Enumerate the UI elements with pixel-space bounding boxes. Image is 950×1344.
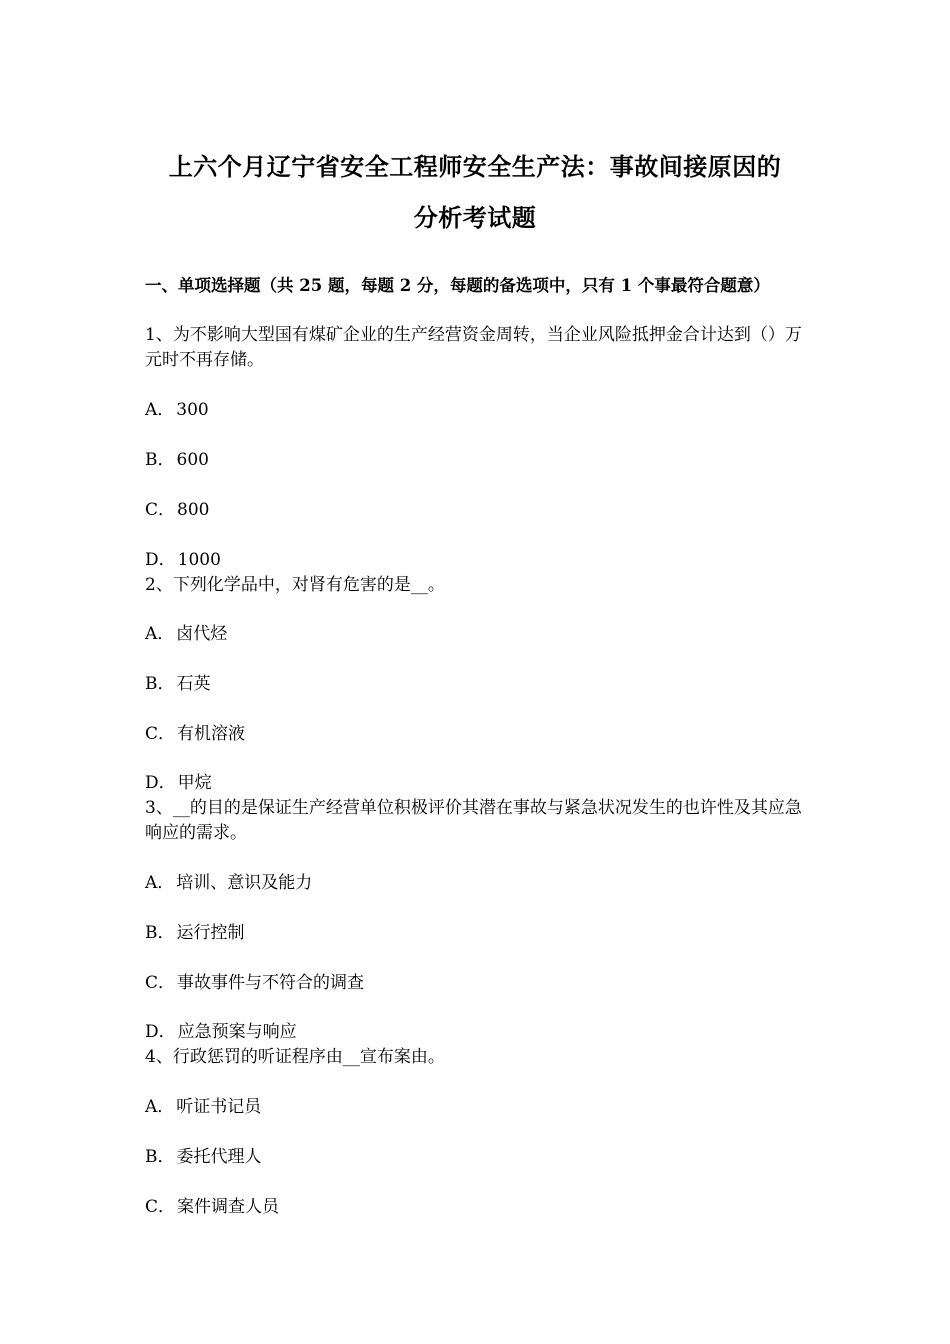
option-text: 300 [176,400,209,420]
option-text: 有机溶液 [177,724,246,744]
question-3-option-b [145,921,810,946]
section-heading: 一、单项选择题（共 25 题，每题 2 分，每题的备选项中，只有 1 个事最符合题意） [145,276,770,295]
option-text: 运行控制 [176,923,245,943]
question-3-option-d [145,1020,810,1045]
option-letter: C． [145,500,176,520]
question-1-option-a [145,398,810,423]
option-text: 事故事件与不符合的调查 [177,973,365,993]
option-letter: C． [145,973,176,993]
question-2-option-a [145,622,810,647]
option-text: 培训、意识及能力 [176,873,313,893]
option-letter: A． [145,1097,175,1117]
option-text: 600 [176,450,209,470]
option-text: 案件调查人员 [177,1197,280,1217]
option-letter: C． [145,724,176,744]
option-letter: B． [145,1147,175,1167]
question-2-option-b [145,672,810,697]
question-2-option-d [145,771,810,796]
option-letter: D． [145,773,176,793]
question-1-option-d [145,548,810,573]
option-letter: B． [145,923,175,943]
question-3-option-c [145,971,810,996]
option-text: 卤代烃 [176,624,228,644]
option-letter: C． [145,1197,176,1217]
question-4-option-a [145,1095,810,1120]
question-3-option-a [145,871,810,896]
option-letter: B． [145,674,175,694]
option-text: 1000 [177,550,221,570]
question-1-option-b [145,448,810,473]
option-letter: D． [145,1022,176,1042]
question-2-option-c [145,722,810,747]
option-letter: B． [145,450,175,470]
option-text: 甲烷 [177,773,212,793]
option-text: 应急预案与响应 [177,1022,297,1042]
document-title-line-2: 分析考试题 [413,203,537,232]
option-letter: A． [145,624,175,644]
question-1-option-c [145,498,810,523]
question-2-stem: 2、下列化学品中，对肾有危害的是__。 [145,575,445,595]
document-title-line-1: 上六个月辽宁省安全工程师安全生产法：事故间接原因的 [168,152,782,181]
option-text: 石英 [176,674,211,694]
question-4-option-c [145,1195,810,1220]
question-1-stem: 1、为不影响大型国有煤矿企业的生产经营资金周转，当企业风险抵押金合计达到（）万元时不再存储。 [145,325,802,370]
option-text: 800 [177,500,210,520]
option-letter: A． [145,873,175,893]
option-text: 委托代理人 [176,1147,262,1167]
option-text: 听证书记员 [176,1097,262,1117]
question-3-stem: 3、__的目的是保证生产经营单位积极评价其潜在事故与紧急状况发生的也许性及其应急响应的需求。 [145,798,802,843]
option-letter: D． [145,550,176,570]
question-4-stem: 4、行政惩罚的听证程序由__宣布案由。 [145,1047,445,1067]
question-4-option-b [145,1145,810,1170]
option-letter: A． [145,400,175,420]
